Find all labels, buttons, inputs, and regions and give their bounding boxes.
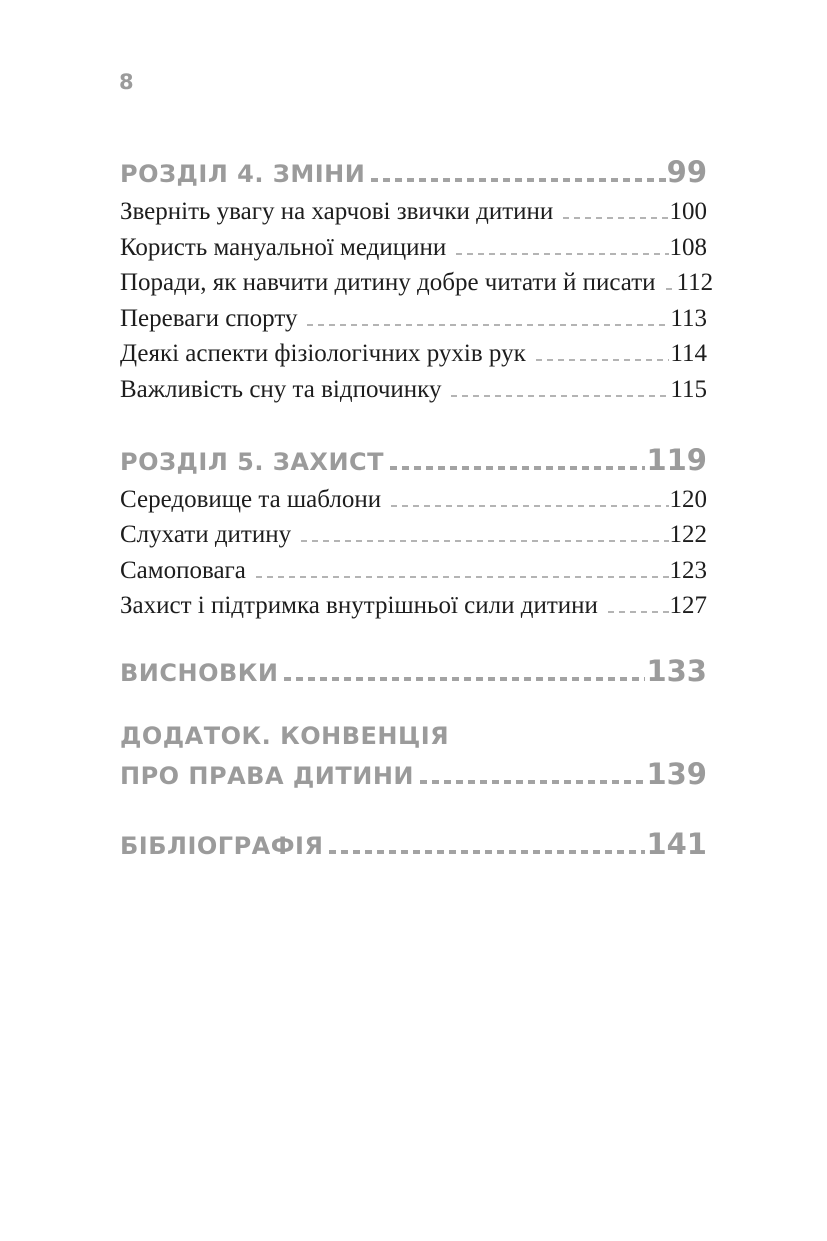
entry-title: Зверніть увагу на харчові звички дитини: [120, 198, 554, 225]
entry-title: Слухати дитину: [120, 521, 292, 549]
toc-entry-row: [120, 336, 707, 372]
dotted-leader: [536, 359, 670, 361]
toc-entry-row: [120, 372, 707, 408]
entry-title: Переваги спорту: [120, 304, 298, 332]
chapter-page-number: 119: [646, 442, 707, 477]
toc-appendix-row-line2: [120, 754, 707, 794]
section-gap: [120, 794, 707, 824]
dotted-leader: [391, 505, 668, 507]
entry-page-number: 112: [676, 269, 714, 297]
toc-entry-row: [120, 482, 707, 518]
dotted-leader: [608, 611, 669, 613]
dotted-leader: [420, 780, 645, 784]
chapter-title: ВИСНОВКИ: [120, 658, 279, 687]
entry-page-number: 123: [669, 556, 707, 584]
dotted-leader: [284, 677, 645, 681]
toc-entry-row: [120, 553, 707, 589]
toc-entry-row: [120, 301, 707, 337]
toc-entry-row: [120, 230, 707, 266]
entry-title: Користь мануальної медицини: [120, 233, 447, 261]
entry-page-number: 120: [669, 485, 707, 513]
section-gap: [120, 408, 707, 440]
toc-entry-row: [120, 588, 707, 624]
chapter-title: ПРО ПРАВА ДИТИНИ: [120, 761, 414, 790]
chapter-title: БІБЛІОГРАФІЯ: [120, 831, 324, 860]
entry-page-number: 113: [670, 304, 707, 332]
toc-chapter-row: [120, 152, 707, 192]
toc-bibliography-row: [120, 824, 707, 864]
dotted-leader: [390, 466, 645, 470]
chapter-page-number: 99: [666, 155, 707, 189]
dotted-leader: [451, 395, 669, 397]
dotted-leader: [456, 253, 668, 255]
dotted-leader: [301, 540, 668, 542]
chapter-page-number: 133: [646, 653, 707, 688]
section-gap: [120, 691, 707, 718]
dotted-leader: [329, 850, 645, 854]
page-number: 8: [119, 70, 134, 94]
entry-page-number: 122: [669, 521, 707, 549]
chapter-title: РОЗДІЛ 5. ЗАХИСТ: [120, 447, 385, 476]
section-gap: [120, 624, 707, 651]
entry-page-number: 115: [670, 375, 707, 403]
chapter-entries: [120, 480, 707, 624]
entry-page-number: 114: [670, 340, 707, 368]
entry-page-number: 100: [669, 198, 707, 225]
entry-page-number: 127: [669, 592, 707, 620]
toc-appendix-row-line1: [120, 718, 707, 754]
toc-chapter-row: [120, 440, 707, 480]
dotted-leader: [307, 324, 669, 326]
entry-title: Захист і підтримка внутрішньої сили дитини: [120, 592, 598, 620]
chapter-title: РОЗДІЛ 4. ЗМІНИ: [120, 160, 366, 188]
dotted-leader: [371, 178, 665, 182]
chapter-title: ДОДАТОК. КОНВЕНЦІЯ: [120, 721, 450, 750]
toc-conclusions-row: [120, 651, 707, 691]
entry-title: Важливість сну та відпочинку: [120, 375, 442, 403]
toc-entry-row: [120, 517, 707, 553]
chapter-entries: [120, 192, 714, 408]
toc-appendix-block: [120, 718, 707, 794]
dotted-leader: [563, 217, 668, 219]
entry-title: Деякі аспекти фізіологічних рухів рук: [120, 340, 526, 368]
entry-title: Середовище та шаблони: [120, 485, 382, 513]
chapter-page-number: 139: [646, 756, 707, 791]
entry-page-number: 108: [669, 233, 707, 261]
table-of-contents: [120, 152, 714, 864]
toc-entry-row: [120, 265, 714, 301]
entry-title: Поради, як навчити дитину добре читати й писати: [120, 269, 656, 297]
chapter-page-number: 141: [646, 826, 707, 861]
toc-entry-row: [120, 194, 707, 230]
dotted-leader: [256, 576, 669, 578]
dotted-leader: [666, 288, 676, 290]
entry-title: Самоповага: [120, 556, 246, 584]
